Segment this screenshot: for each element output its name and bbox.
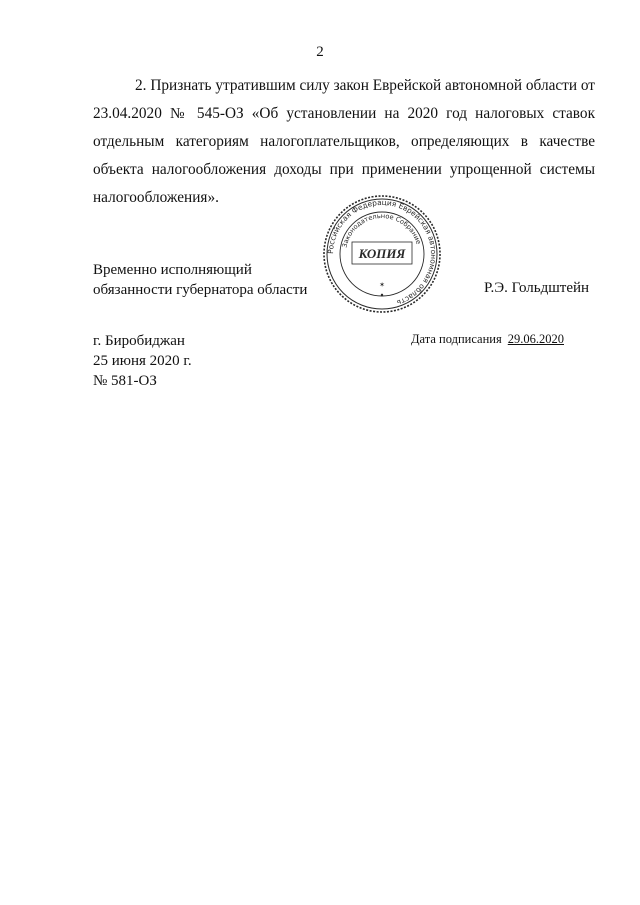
seal-inner-text: Законодательное Собрание: [340, 211, 423, 249]
signer-title: [93, 260, 307, 300]
official-seal-stamp: [322, 194, 442, 314]
page-number: 2: [316, 44, 324, 60]
place-and-number: [93, 331, 192, 391]
seal-center-text: КОПИЯ: [358, 246, 406, 261]
signer-name: Р.Э. Гольдштейн: [484, 280, 590, 296]
seal-outer-text: Российская Федерация Еврейская автономная область: [325, 197, 439, 308]
star-icon: ✶: [379, 281, 385, 289]
signing-date-value: 29.06.2020: [507, 332, 564, 346]
signer-title-line1: Временно исполняющий: [93, 262, 252, 278]
city: г. Биробиджан: [93, 333, 185, 349]
signer-title-line2: обязанности губернатора области: [93, 282, 308, 298]
signing-date: [411, 332, 564, 347]
seal-dot-icon: •: [379, 291, 385, 300]
law-date: 25 июня 2020 г.: [93, 353, 192, 369]
law-number: № 581-ОЗ: [93, 373, 157, 389]
signing-date-label: Дата подписания: [411, 332, 502, 346]
article-paragraph: 2. Признать утратившим силу закон Еврейской автономной области от 23.04.2020 № 545-ОЗ «Об установлении на 2020 год налоговых ставок отдельным категориям налогоплательщиков, определяющих в качестве объекта налогообложения доходы при применении упрощенной системы налогообложения».: [93, 77, 595, 206]
